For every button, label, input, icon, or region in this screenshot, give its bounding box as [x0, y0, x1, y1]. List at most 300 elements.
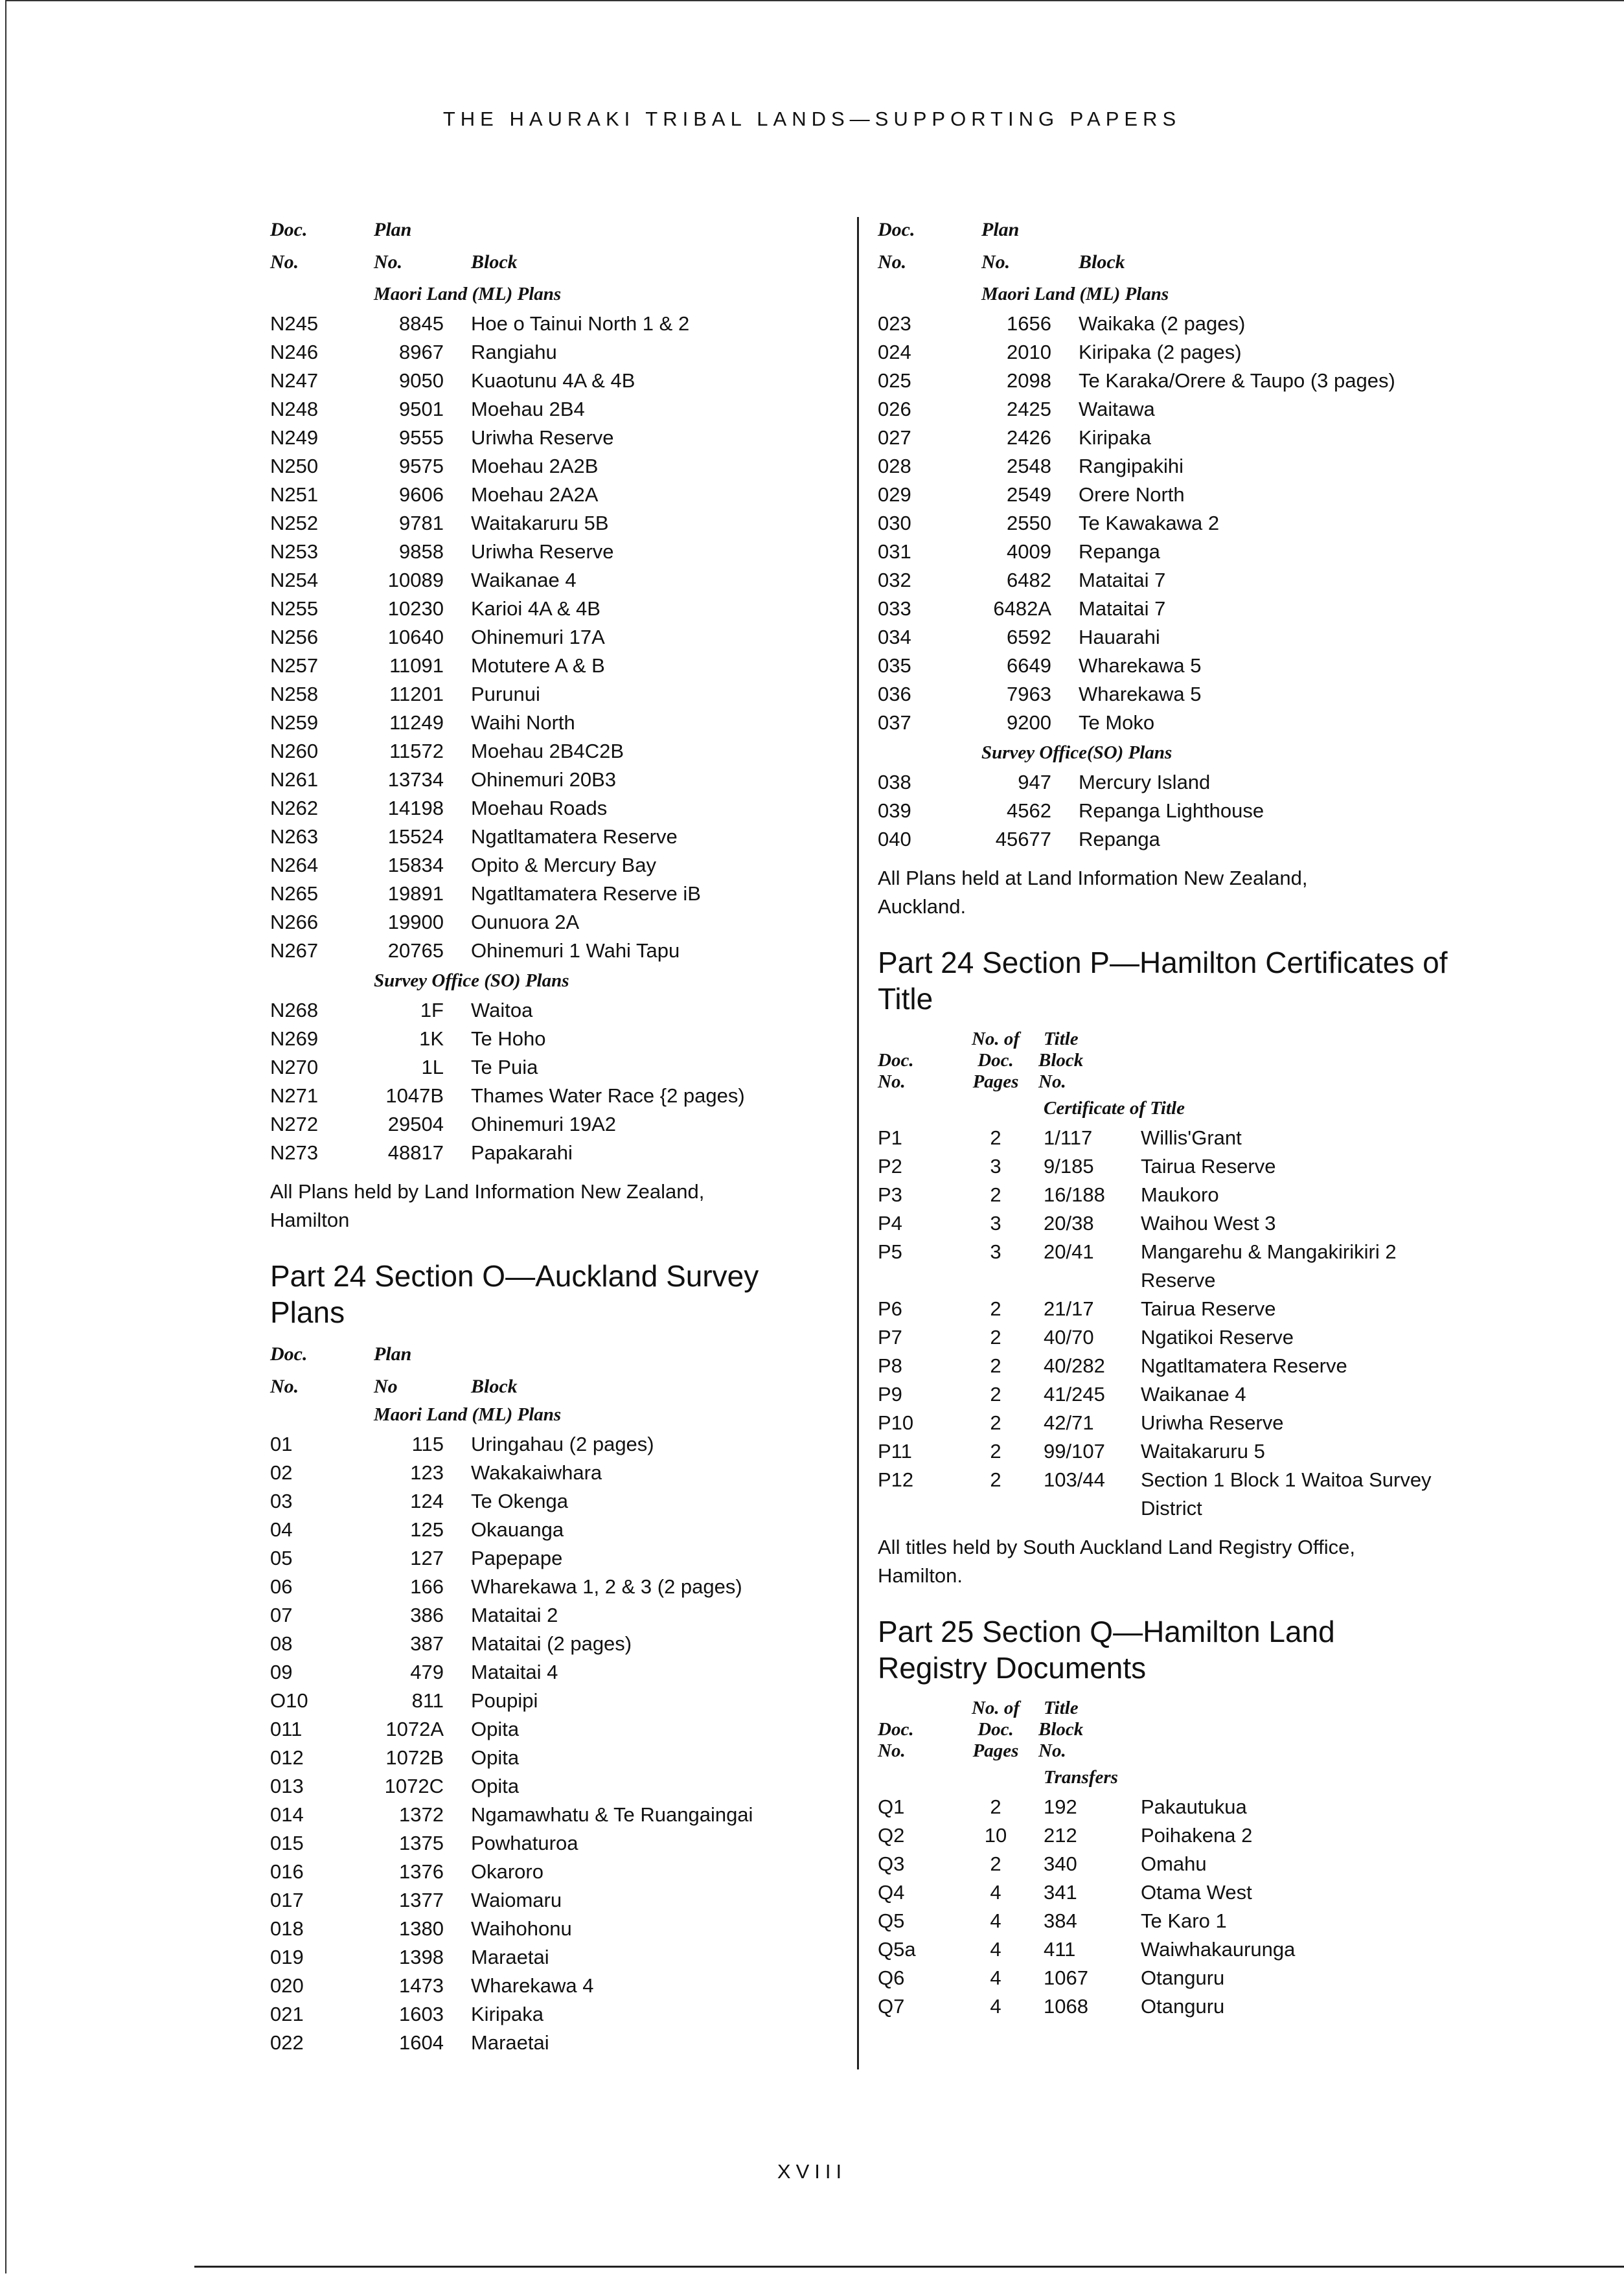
doc-no-cell: N245: [270, 312, 319, 335]
plan-no-cell: 15834: [387, 854, 444, 876]
doc-no-cell: 05: [270, 1547, 293, 1569]
title-block-cell: 9/185: [1044, 1155, 1094, 1178]
block-cell: Hauarahi: [1079, 626, 1160, 648]
plan-no-cell: 115: [411, 1433, 444, 1455]
plan-no-cell: 10230: [387, 597, 444, 620]
doc-header: Doc.: [878, 1050, 914, 1071]
block-cell: Purunui: [471, 683, 540, 705]
table-row: [878, 452, 1461, 481]
section-o-rows: [270, 1430, 834, 2057]
section-o-table: [270, 1342, 834, 2057]
table-row: [878, 338, 1461, 367]
plan-no-cell: 2010: [1007, 341, 1051, 363]
doc-no-cell: P10: [878, 1411, 914, 1434]
block-cell: Ohinemuri 19A2: [471, 1113, 617, 1135]
table-row: [878, 1238, 1461, 1295]
doc-no-cell: P3: [878, 1183, 902, 1206]
doc-no-cell: 023: [878, 312, 911, 335]
plan-no-header: No.: [374, 251, 403, 273]
plan-no-cell: 2098: [1007, 369, 1051, 392]
block-cell: Kiripaka: [471, 2003, 543, 2025]
table-row: [878, 1793, 1461, 1821]
block-cell: Karioi 4A & 4B: [471, 597, 600, 620]
doc-no-cell: 027: [878, 426, 911, 449]
title-block-cell: 99/107: [1044, 1440, 1105, 1463]
block-cell: Moehau 2A2B: [471, 455, 599, 477]
transfers-heading: Transfers: [1044, 1767, 1118, 1788]
doc-no-cell: 034: [878, 626, 911, 648]
name-cell: Te Karo 1: [1141, 1909, 1227, 1932]
plan-no-cell: 11249: [389, 711, 444, 734]
section-p-title: Part 24 Section P—Hamilton Certificates of Title: [878, 946, 1448, 1016]
table-row: [878, 1992, 1461, 2021]
table-row: [270, 338, 834, 367]
plan-no-cell: 1072B: [385, 1746, 444, 1769]
doc-no-cell: N260: [270, 740, 319, 762]
table-row: [270, 1516, 834, 1544]
doc-no-cell: 031: [878, 540, 911, 563]
plan-no-cell: 2549: [1007, 483, 1051, 506]
table-row: [270, 823, 834, 851]
doc-no-cell: 038: [878, 771, 911, 793]
pages-cell: 2: [990, 1354, 1001, 1377]
table-row: [878, 1380, 1461, 1409]
doc-no-cell: N265: [270, 882, 319, 905]
table-row: [270, 2029, 834, 2057]
doc-no-header: No.: [270, 1376, 299, 1397]
pages-cell: 2: [990, 1468, 1001, 1491]
plan-no-cell: 386: [410, 1604, 444, 1626]
block-cell: Opita: [471, 1775, 520, 1797]
plan-no-cell: 19891: [387, 882, 444, 905]
name-cell: Willis'Grant: [1141, 1126, 1242, 1149]
block-cell: Ohinemuri 17A: [471, 626, 605, 648]
name-cell: Section 1 Block 1 Waitoa Survey District: [1141, 1468, 1432, 1520]
table-row: [270, 709, 834, 737]
section-n-note: All Plans held by Land Information New Zealand, Hamilton: [270, 1180, 705, 1231]
block-cell: Moehau 2B4C2B: [471, 740, 624, 762]
doc-no-cell: N255: [270, 597, 319, 620]
plan-no-cell: 1604: [399, 2031, 444, 2054]
so-plans-rows: [878, 768, 1461, 854]
pages-cell: 2: [990, 1852, 1001, 1875]
title-block-cell: 1067: [1044, 1966, 1088, 1989]
table-row: [270, 367, 834, 395]
plan-no-cell: 2548: [1007, 455, 1051, 477]
block-cell: Maraetai: [471, 1946, 549, 1968]
block-cell: Repanga Lighthouse: [1079, 799, 1264, 822]
doc-no-cell: 029: [878, 483, 911, 506]
plan-no-cell: 1603: [399, 2003, 444, 2025]
doc-no-cell: 01: [270, 1433, 293, 1455]
plan-no-cell: 10640: [387, 626, 444, 648]
table-row: [878, 1878, 1461, 1907]
table-row: [270, 766, 834, 794]
table-row: [878, 1352, 1461, 1380]
doc-no-cell: 021: [270, 2003, 304, 2025]
doc-no-cell: N246: [270, 341, 319, 363]
doc-no-cell: 032: [878, 569, 911, 591]
pages-cell: 2: [990, 1183, 1001, 1206]
plan-no-cell: 6482: [1007, 569, 1051, 591]
doc-no-cell: N253: [270, 540, 319, 563]
block-cell: Uriwha Reserve: [471, 540, 614, 563]
doc-no-cell: N256: [270, 626, 319, 648]
table-row: [878, 1935, 1461, 1964]
plan-header: Plan: [374, 219, 412, 240]
doc-no-cell: 033: [878, 597, 911, 620]
name-cell: Tairua Reserve: [1141, 1297, 1276, 1320]
plan-no-cell: 2550: [1007, 512, 1051, 534]
running-head: THE HAURAKI TRIBAL LANDS—SUPPORTING PAPERS: [442, 108, 1182, 130]
block-cell: Waitawa: [1079, 398, 1155, 420]
name-cell: Omahu: [1141, 1852, 1207, 1875]
title-block-cell: 340: [1044, 1852, 1077, 1875]
table-row: [270, 1772, 834, 1801]
block-cell: Uringahau (2 pages): [471, 1433, 654, 1455]
table-row: [878, 310, 1461, 338]
table-row: [270, 1082, 834, 1110]
table-row: [270, 1630, 834, 1658]
block-cell: Papepape: [471, 1547, 563, 1569]
title-block-cell: 20/38: [1044, 1212, 1094, 1235]
doc-no-cell: N262: [270, 797, 319, 819]
title-block-cell: 20/41: [1044, 1240, 1094, 1263]
doc-no-cell: N273: [270, 1141, 319, 1164]
doc-no-cell: 024: [878, 341, 911, 363]
doc-no-cell: 022: [270, 2031, 304, 2054]
block-cell: Papakarahi: [471, 1141, 573, 1164]
table-row: [270, 737, 834, 766]
doc-no-cell: Q4: [878, 1881, 905, 1904]
plan-no-cell: 4009: [1007, 540, 1051, 563]
table-row: [878, 566, 1461, 595]
table-row: [270, 908, 834, 937]
name-cell: Otama West: [1141, 1881, 1252, 1904]
doc-no-cell: 08: [270, 1632, 293, 1655]
ml-plans-rows: [878, 310, 1461, 737]
so-plans-rows: [270, 996, 834, 1167]
ml-plans-heading: Maori Land (ML) Plans: [981, 284, 1169, 304]
table-row: [270, 1459, 834, 1487]
doc-header: Doc.: [878, 1719, 914, 1740]
doc-header: Doc.: [270, 219, 308, 240]
table-row: [270, 1025, 834, 1053]
table-row: [270, 1658, 834, 1687]
plan-no-cell: 1377: [399, 1889, 444, 1911]
block-cell: Mercury Island: [1079, 771, 1211, 793]
table-row: [878, 623, 1461, 652]
table-row: [878, 768, 1461, 797]
table-row: [270, 880, 834, 908]
name-cell: Maukoro: [1141, 1183, 1219, 1206]
block-cell: Ngatltamatera Reserve: [471, 825, 678, 848]
doc-no-cell: N268: [270, 999, 319, 1021]
pages-cell: 2: [990, 1297, 1001, 1320]
ml-plans-heading: Maori Land (ML) Plans: [374, 284, 562, 304]
doc-no-header: No.: [270, 251, 299, 273]
plan-no-cell: 1380: [399, 1917, 444, 1940]
section-p-note: All titles held by South Auckland Land Registry Office, Hamilton.: [878, 1536, 1355, 1587]
doc-no-cell: Q5a: [878, 1938, 916, 1961]
name-cell: Mangarehu & Mangakirikiri 2 Reserve: [1141, 1240, 1397, 1292]
plan-no-header: No.: [981, 251, 1011, 273]
plan-no-cell: 127: [410, 1547, 444, 1569]
name-cell: Waitakaruru 5: [1141, 1440, 1265, 1463]
table-row: [270, 794, 834, 823]
plan-no-cell: 1047B: [385, 1084, 444, 1107]
block-cell: Waikaka (2 pages): [1079, 312, 1246, 335]
table-row: [878, 1181, 1461, 1209]
plan-header: Plan: [981, 219, 1020, 240]
doc-no-cell: 035: [878, 654, 911, 677]
block-cell: Rangiahu: [471, 341, 557, 363]
doc-no-cell: N251: [270, 483, 319, 506]
table-row: [270, 1573, 834, 1601]
block-cell: Mataitai 2: [471, 1604, 558, 1626]
doc-no-cell: Q1: [878, 1795, 905, 1818]
ml-plans-rows: [270, 310, 834, 965]
plan-no-cell: 9501: [399, 398, 444, 420]
so-plans-heading: Survey Office(SO) Plans: [981, 742, 1172, 763]
block-cell: Poupipi: [471, 1689, 538, 1712]
pages-cell: 4: [990, 1881, 1001, 1904]
table-row: [270, 1687, 834, 1715]
doc-no-cell: Q2: [878, 1824, 905, 1847]
doc-no-cell: 017: [270, 1889, 304, 1911]
table-row: [878, 825, 1461, 854]
table-row: [878, 1323, 1461, 1352]
doc-no-cell: 016: [270, 1860, 304, 1883]
table-row: [270, 851, 834, 880]
plan-no-cell: 387: [410, 1632, 444, 1655]
column-divider: [857, 217, 859, 2069]
block-cell: Powhaturoa: [471, 1832, 578, 1854]
doc-no-cell: N249: [270, 426, 319, 449]
block-cell: Orere North: [1079, 483, 1185, 506]
table-row: [270, 1886, 834, 1915]
pages-cell: 2: [990, 1126, 1001, 1149]
doc-no-cell: P7: [878, 1326, 902, 1349]
table-row: [270, 1829, 834, 1858]
block-cell: Mataitai 7: [1079, 597, 1166, 620]
title-block-cell: 42/71: [1044, 1411, 1094, 1434]
doc-no-cell: N263: [270, 825, 319, 848]
table-row: [878, 1907, 1461, 1935]
pages-cell: 2: [990, 1411, 1001, 1434]
page-number: XVIII: [777, 2160, 847, 2183]
page-bottom-rule: [194, 2266, 1624, 2268]
doc-no-cell: N248: [270, 398, 319, 420]
table-row: [270, 1801, 834, 1829]
doc-no-cell: 014: [270, 1803, 304, 1826]
name-cell: Ngatltamatera Reserve: [1141, 1354, 1347, 1377]
doc-no-cell: 07: [270, 1604, 293, 1626]
plan-no-cell: 11572: [389, 740, 444, 762]
table-row: [878, 1821, 1461, 1850]
pages-header-3: Pages: [972, 1071, 1019, 1092]
plan-no-cell: 1376: [399, 1860, 444, 1883]
block-cell: Ohinemuri 1 Wahi Tapu: [471, 939, 680, 962]
plan-no-cell: 6649: [1007, 654, 1051, 677]
title-header-2: Block: [1038, 1719, 1084, 1740]
doc-no-cell: N252: [270, 512, 319, 534]
title-header-3: No.: [1038, 1071, 1066, 1092]
section-p-table: [878, 1029, 1461, 1523]
doc-no-cell: N254: [270, 569, 319, 591]
block-cell: Waikanae 4: [471, 569, 577, 591]
block-cell: Opito & Mercury Bay: [471, 854, 656, 876]
doc-no-header: No.: [878, 251, 907, 273]
block-cell: Opita: [471, 1746, 520, 1769]
block-cell: Mataitai 7: [1079, 569, 1166, 591]
block-header: Block: [471, 251, 518, 273]
table-row: [878, 395, 1461, 424]
plan-no-cell: 20765: [387, 939, 444, 962]
doc-no-cell: P4: [878, 1212, 902, 1235]
doc-no-cell: 030: [878, 512, 911, 534]
doc-no-cell: 015: [270, 1832, 304, 1854]
doc-no-cell: Q6: [878, 1966, 905, 1989]
pages-cell: 4: [990, 1938, 1001, 1961]
pages-cell: 3: [990, 1240, 1001, 1263]
block-cell: Ounuora 2A: [471, 911, 580, 933]
doc-header: Doc.: [270, 1343, 308, 1365]
doc-no-cell: N261: [270, 768, 319, 791]
block-cell: Waihi North: [471, 711, 575, 734]
name-cell: Tairua Reserve: [1141, 1155, 1276, 1178]
doc-no-cell: N272: [270, 1113, 319, 1135]
table-row: [270, 2000, 834, 2029]
block-header: Block: [1079, 251, 1125, 273]
pages-cell: 4: [990, 1909, 1001, 1932]
table-row: [878, 481, 1461, 509]
doc-no-cell: N271: [270, 1084, 319, 1107]
block-cell: Opita: [471, 1718, 520, 1740]
pages-cell: 2: [990, 1383, 1001, 1406]
page-top-edge: [5, 0, 1624, 1]
table-row: [270, 424, 834, 452]
doc-no-cell: 037: [878, 711, 911, 734]
doc-no-cell: N257: [270, 654, 319, 677]
title-block-cell: 192: [1044, 1795, 1077, 1818]
plan-no-cell: 123: [410, 1461, 444, 1484]
plan-no-cell: 1656: [1007, 312, 1051, 335]
table-row: [878, 797, 1461, 825]
block-cell: Te Puia: [471, 1056, 538, 1078]
block-cell: Te Kawakawa 2: [1079, 512, 1220, 534]
table-row: [878, 1124, 1461, 1152]
plan-no-cell: 2425: [1007, 398, 1051, 420]
doc-no-cell: P11: [878, 1440, 912, 1463]
block-cell: Waitoa: [471, 999, 533, 1021]
table-row: [878, 1295, 1461, 1323]
table-row: [878, 709, 1461, 737]
block-cell: Te Okenga: [471, 1490, 568, 1512]
doc-no-cell: 040: [878, 828, 911, 850]
title-block-cell: 1/117: [1044, 1126, 1093, 1149]
name-cell: Waiwhakaurunga: [1141, 1938, 1296, 1961]
doc-no-cell: 012: [270, 1746, 304, 1769]
pages-header-2: Doc.: [978, 1719, 1014, 1740]
block-cell: Moehau 2B4: [471, 398, 585, 420]
block-cell: Kuaotunu 4A & 4B: [471, 369, 635, 392]
doc-no-cell: 06: [270, 1575, 293, 1598]
block-cell: Maraetai: [471, 2031, 549, 2054]
title-block-cell: 384: [1044, 1909, 1077, 1932]
table-row: [270, 1139, 834, 1167]
plan-no-cell: 11091: [389, 654, 444, 677]
plan-no-cell: 166: [410, 1575, 444, 1598]
plan-no-cell: 11201: [389, 683, 444, 705]
plan-no-cell: 1K: [419, 1027, 444, 1050]
pages-cell: 2: [990, 1795, 1001, 1818]
section-o-title: Part 24 Section O—Auckland Survey Plans: [270, 1259, 759, 1329]
name-cell: Uriwha Reserve: [1141, 1411, 1284, 1434]
doc-no-cell: N270: [270, 1056, 319, 1078]
table-row: [270, 538, 834, 566]
pages-cell: 2: [990, 1326, 1001, 1349]
table-row: [270, 395, 834, 424]
title-header-2: Block: [1038, 1050, 1084, 1071]
table-row: [270, 680, 834, 709]
table-row: [270, 595, 834, 623]
doc-no-cell: P6: [878, 1297, 902, 1320]
plan-no-cell: 1372: [399, 1803, 444, 1826]
block-cell: Repanga: [1079, 828, 1160, 850]
name-cell: Ngatikoi Reserve: [1141, 1326, 1294, 1349]
doc-no-cell: 018: [270, 1917, 304, 1940]
table-row: [878, 680, 1461, 709]
table-row: [878, 652, 1461, 680]
table-row: [878, 1850, 1461, 1878]
block-cell: Wharekawa 4: [471, 1974, 594, 1997]
table-row: [878, 1152, 1461, 1181]
table-row: [270, 1053, 834, 1082]
title-block-cell: 41/245: [1044, 1383, 1105, 1406]
doc-no-cell: P12: [878, 1468, 914, 1491]
doc-no-cell: N266: [270, 911, 319, 933]
doc-no-cell: 036: [878, 683, 911, 705]
title-block-cell: 411: [1044, 1938, 1076, 1961]
block-cell: Wharekawa 1, 2 & 3 (2 pages): [471, 1575, 742, 1598]
doc-no-cell: N267: [270, 939, 319, 962]
name-cell: Otanguru: [1141, 1995, 1225, 2018]
doc-no-cell: N259: [270, 711, 319, 734]
table-row: [878, 1964, 1461, 1992]
block-cell: Repanga: [1079, 540, 1160, 563]
doc-no-cell: 019: [270, 1946, 304, 1968]
plan-no-cell: 9555: [399, 426, 444, 449]
plan-no-cell: 7963: [1007, 683, 1051, 705]
doc-no-cell: P8: [878, 1354, 902, 1377]
doc-no-cell: Q7: [878, 1995, 905, 2018]
plan-no-cell: 6482A: [993, 597, 1051, 620]
plan-no-cell: 9858: [399, 540, 444, 563]
block-cell: Waiomaru: [471, 1889, 562, 1911]
doc-no-cell: 03: [270, 1490, 293, 1512]
pages-header-3: Pages: [972, 1740, 1019, 1761]
plan-no-cell: 9575: [399, 455, 444, 477]
plan-no-cell: 1398: [399, 1946, 444, 1968]
section-q-table: [878, 1698, 1461, 2021]
table-row: [270, 1110, 834, 1139]
block-cell: Uriwha Reserve: [471, 426, 614, 449]
doc-no-cell: 025: [878, 369, 911, 392]
title-block-cell: 16/188: [1044, 1183, 1105, 1206]
plan-no-cell: 1072C: [384, 1775, 444, 1797]
plan-no-cell: 13734: [387, 768, 444, 791]
